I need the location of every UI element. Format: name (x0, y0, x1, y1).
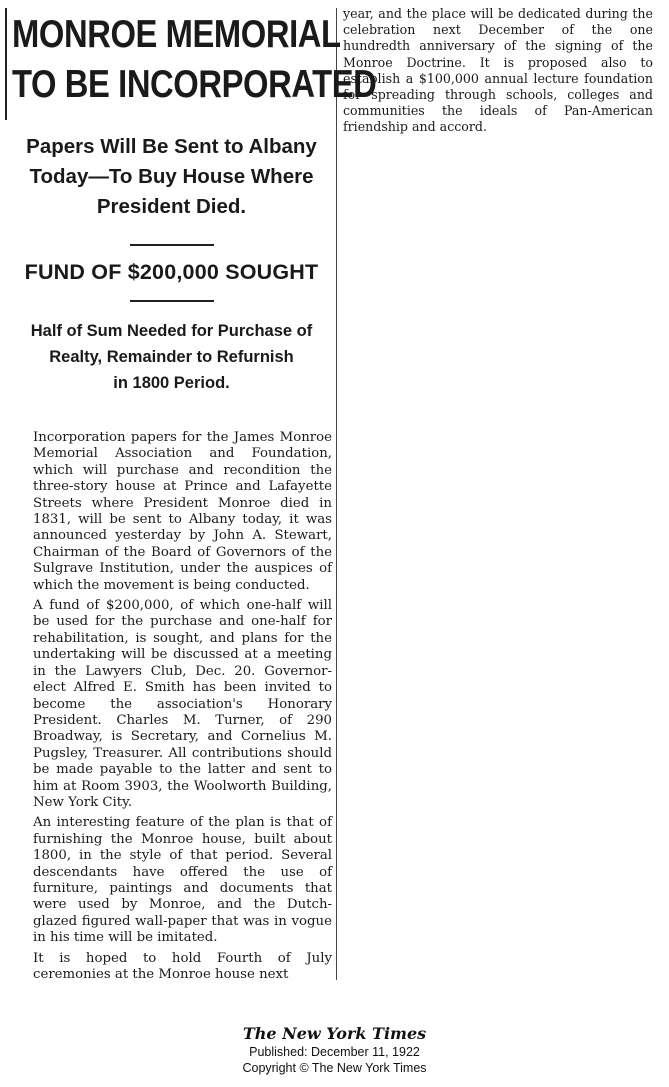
body-paragraph-2: A fund of $200,000, of which one-half will be used for the purchase and one-half for rehabilitation, is sought, and plans for the undertaking will be discussed at a meeting in the Lawyers Club, Dec. 20. Governor-elect Alfred E. Smith has been invited to become the association's Honorary President. Charles M. Turner, of 290 Broadway, is Secretary, and Cornelius M. Pugsley, Treasurer. All contributions should be made payable to the latter and sent to him at Room 3903, the Woolworth Building, New York City. (33, 598, 332, 810)
copyright-line: Copyright © The New York Times (242, 1061, 427, 1075)
article-left-column (7, 8, 377, 982)
deck-3 (7, 318, 336, 396)
article-continuation-column (343, 6, 653, 136)
article-body (7, 430, 336, 983)
deck-3-line-1: Half of Sum Needed for Purchase of (30, 322, 313, 340)
headline-line-1: MONROE MEMORIAL (12, 13, 341, 56)
deck-1 (7, 132, 336, 222)
deck-1-line-1: Papers Will Be Sent to Albany (26, 135, 317, 158)
nyt-logo: The New York Times (242, 1024, 427, 1043)
deck-1-line-3: President Died. (96, 195, 247, 218)
deck-2: FUND OF $200,000 SOUGHT (24, 260, 319, 284)
deck-3-line-2: Realty, Remainder to Refurnish (49, 348, 294, 366)
deck-1-line-2: Today—To Buy House Where (29, 165, 314, 188)
published-date: Published: December 11, 1922 (249, 1045, 420, 1059)
body-paragraph-1: Incorporation papers for the James Monroe Memorial Association and Foundation, which will purchase and recondition the three-story house at Prince and Lafayette Streets where President Monroe died in 1831, will be sent to Albany today, it was announced yesterday by John A. Stewart, Chairman of the Board of Governors of the Sulgrave Institution, under the auspices of which the movement is being conducted. (33, 430, 332, 593)
headline-line-2: TO BE INCORPORATED (12, 63, 377, 106)
body-paragraph-4: It is hoped to hold Fourth of July ceremonies at the Monroe house next (33, 950, 332, 982)
continuation-paragraph: year, and the place will be dedicated during the celebration next December of the one hundredth anniversary of the signing of the Monroe Doctrine. It is proposed also to establish a $100,000 annual lecture foundation for spreading through schools, colleges and communities the ideals of Pan-American friendship and accord. (343, 6, 653, 135)
body-paragraph-3: An interesting feature of the plan is that of furnishing the Monroe house, built about 1800, in the style of that period. Several descendants have offered the use of furniture, paintings and documents that were used by Monroe, and the Dutch-glazed figured wall-paper that was in vogue in his time will be imitated. (33, 815, 332, 946)
headline (7, 8, 377, 108)
footer (0, 1024, 669, 1076)
deck-3-line-3: in 1800 Period. (113, 374, 230, 392)
